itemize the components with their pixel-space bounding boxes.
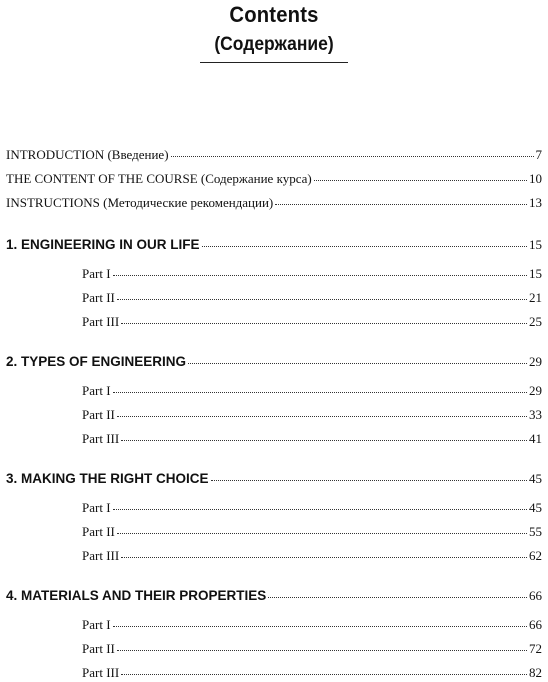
- toc-part-label: Part I: [82, 500, 111, 515]
- dot-leader: [117, 649, 527, 651]
- toc-part[interactable]: [82, 548, 542, 564]
- dot-leader: [202, 245, 527, 247]
- toc-part-page: 66: [529, 617, 542, 632]
- toc-part[interactable]: [82, 665, 542, 681]
- dot-leader: [117, 532, 527, 534]
- toc-entry-label: INSTRUCTIONS (Методические рекомендации): [6, 195, 274, 210]
- toc-part[interactable]: [82, 407, 542, 423]
- toc-part-label: Part II: [82, 524, 115, 539]
- toc-part[interactable]: [82, 290, 542, 306]
- title-underline: [200, 62, 348, 63]
- toc-part-label: Part III: [82, 548, 120, 563]
- dot-leader: [113, 625, 527, 627]
- toc-part-page: 41: [529, 431, 542, 446]
- toc-chapter-label: 1. ENGINEERING IN OUR LIFE: [6, 237, 200, 252]
- toc-part[interactable]: [82, 383, 542, 399]
- dot-leader: [275, 203, 527, 205]
- toc-entry-content-of-course[interactable]: [6, 171, 542, 187]
- page-subtitle: (Содержание): [214, 34, 334, 55]
- toc-part[interactable]: [82, 431, 542, 447]
- toc-part-page: 15: [529, 266, 542, 281]
- toc-part-page: 33: [529, 407, 542, 422]
- dot-leader: [268, 596, 527, 598]
- toc-chapter-4[interactable]: [6, 588, 542, 604]
- toc-part-page: 45: [529, 500, 542, 515]
- toc-chapter-page: 15: [529, 237, 542, 252]
- toc-part-page: 21: [529, 290, 542, 305]
- toc-part-page: 72: [529, 641, 542, 656]
- toc-chapter-2[interactable]: [6, 354, 542, 370]
- toc-entry-instructions[interactable]: [6, 195, 542, 211]
- toc-part-label: Part I: [82, 383, 111, 398]
- toc-chapter-page: 29: [529, 354, 542, 369]
- toc-part[interactable]: [82, 617, 542, 633]
- dot-leader: [121, 673, 527, 675]
- toc-part[interactable]: [82, 641, 542, 657]
- toc-entry-page: 10: [529, 171, 542, 186]
- toc-chapter-label: 3. MAKING THE RIGHT CHOICE: [6, 471, 209, 486]
- toc-part-label: Part III: [82, 314, 120, 329]
- toc-entry-label: INTRODUCTION (Введение): [6, 147, 169, 162]
- dot-leader: [171, 155, 534, 157]
- toc-chapter-label: 2. TYPES OF ENGINEERING: [6, 354, 187, 369]
- dot-leader: [188, 362, 527, 364]
- page-title: Contents: [229, 2, 319, 27]
- toc-part-page: 29: [529, 383, 542, 398]
- dot-leader: [113, 508, 527, 510]
- toc-entry-page: 13: [529, 195, 542, 210]
- dot-leader: [121, 322, 527, 324]
- toc-part-page: 55: [529, 524, 542, 539]
- toc-part-label: Part II: [82, 407, 115, 422]
- toc-part[interactable]: [82, 266, 542, 282]
- toc-chapter-page: 45: [529, 471, 542, 486]
- dot-leader: [113, 274, 527, 276]
- toc-part-page: 25: [529, 314, 542, 329]
- toc-chapter-3[interactable]: [6, 471, 542, 487]
- toc-part-label: Part III: [82, 665, 120, 680]
- toc-part-label: Part I: [82, 617, 111, 632]
- toc-chapter-1[interactable]: [6, 237, 542, 253]
- toc-part[interactable]: [82, 500, 542, 516]
- dot-leader: [314, 179, 527, 181]
- toc-part-label: Part I: [82, 266, 111, 281]
- dot-leader: [117, 415, 527, 417]
- toc-entry-label: THE CONTENT OF THE COURSE (Содержание курса): [6, 171, 312, 186]
- toc-part[interactable]: [82, 524, 542, 540]
- toc-chapter-label: 4. MATERIALS AND THEIR PROPERTIES: [6, 588, 267, 603]
- toc-part-label: Part II: [82, 641, 115, 656]
- toc-part-label: Part III: [82, 431, 120, 446]
- toc-chapter-page: 66: [529, 588, 542, 603]
- dot-leader: [117, 298, 527, 300]
- toc-part-page: 62: [529, 548, 542, 563]
- dot-leader: [121, 556, 527, 558]
- toc-entry-page: 7: [535, 147, 542, 162]
- toc-part[interactable]: [82, 314, 542, 330]
- toc-part-page: 82: [529, 665, 542, 680]
- toc-entry-introduction[interactable]: [6, 147, 542, 163]
- dot-leader: [113, 391, 527, 393]
- toc-part-label: Part II: [82, 290, 115, 305]
- dot-leader: [211, 479, 527, 481]
- dot-leader: [121, 439, 527, 441]
